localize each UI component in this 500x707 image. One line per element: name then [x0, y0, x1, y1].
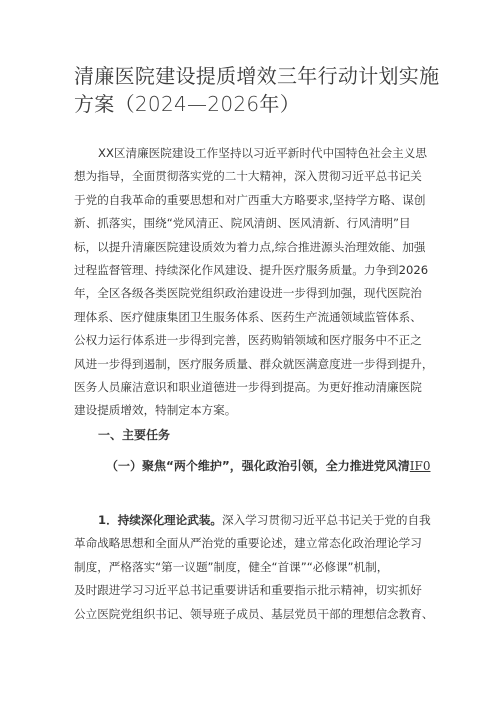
paragraph-line: 及时跟进学习习近平总书记重要讲话和重要指示批示精神，切实抓好	[74, 583, 422, 598]
paragraph-line	[74, 509, 434, 532]
paragraph-line: 理体系、医疗健康集团卫生服务体系、医药生产流通领域监管体系、	[74, 309, 422, 324]
paragraph-line: 想为指导，全面贯彻落实党的二十大精神，深入贯彻习近平总书记关	[74, 169, 422, 184]
paragraph-line: 风进一步得到遏制，医疗服务质量、群众就医满意度进一步得到提升，	[74, 356, 434, 371]
subsection-heading	[106, 457, 430, 474]
paragraph-line: 医务人员廉洁意识和职业道德进一步得到提高。为更好推动清廉医院	[74, 380, 422, 395]
paragraph-line: 制度，严格落实“第一议题”制度，健全“首课”“必修课”机制，	[74, 559, 389, 574]
subsection-heading-tail: IF0	[409, 459, 431, 473]
section-heading: 一、主要任务	[98, 428, 171, 442]
document-title	[74, 62, 454, 118]
paragraph-line: 公立医院党组织书记、领导班子成员、基层党员干部的理想信念教育、	[74, 606, 434, 621]
intro-paragraph	[74, 142, 434, 423]
paragraph-line: 公权力运行体系进一步得到完善，医药购销领域和医疗服务中不正之	[74, 333, 422, 348]
paragraph-line: 过程监督管理、持续深化作风建设、提升医疗服务质量。力争到2026	[74, 263, 429, 278]
paragraph-line: 建设提质增效，特制定本方案。	[74, 403, 237, 418]
title-line-1: 清廉医院建设提质增效三年行动计划实施	[74, 64, 440, 88]
item-1-paragraph	[74, 509, 434, 626]
paragraph-line: 标，以提升清廉医院建设质效为着力点,综合推进源头治理效能、加强	[74, 239, 426, 254]
item-1-lead: 1．持续深化理论武装。	[98, 513, 223, 527]
paragraph-line: 年，全区各级各类医院党组织政治建设进一步得到加强，现代医院治	[74, 286, 422, 301]
paragraph-line: 新、抓落实，围绕“党风清正、院风清朗、医风清新、行风清明”目	[74, 216, 411, 231]
title-line-2: 方案（2024—2026年）	[74, 92, 300, 116]
paragraph-line: 革命战略思想和全面从严治党的重要论述，建立常态化政治理论学习	[74, 536, 422, 551]
paragraph-line: 于党的自我革命的重要思想和对广西重大方略要求,坚持学方略、谋创	[74, 192, 426, 207]
subsection-heading-text: （一）聚焦“两个维护”，强化政治引领，全力推进党风清	[106, 459, 410, 473]
item-1-text: 深入学习贯彻习近平总书记关于党的自我	[222, 513, 431, 527]
paragraph-line: XX区清廉医院建设工作坚持以习近平新时代中国特色社会主义思	[98, 146, 427, 160]
